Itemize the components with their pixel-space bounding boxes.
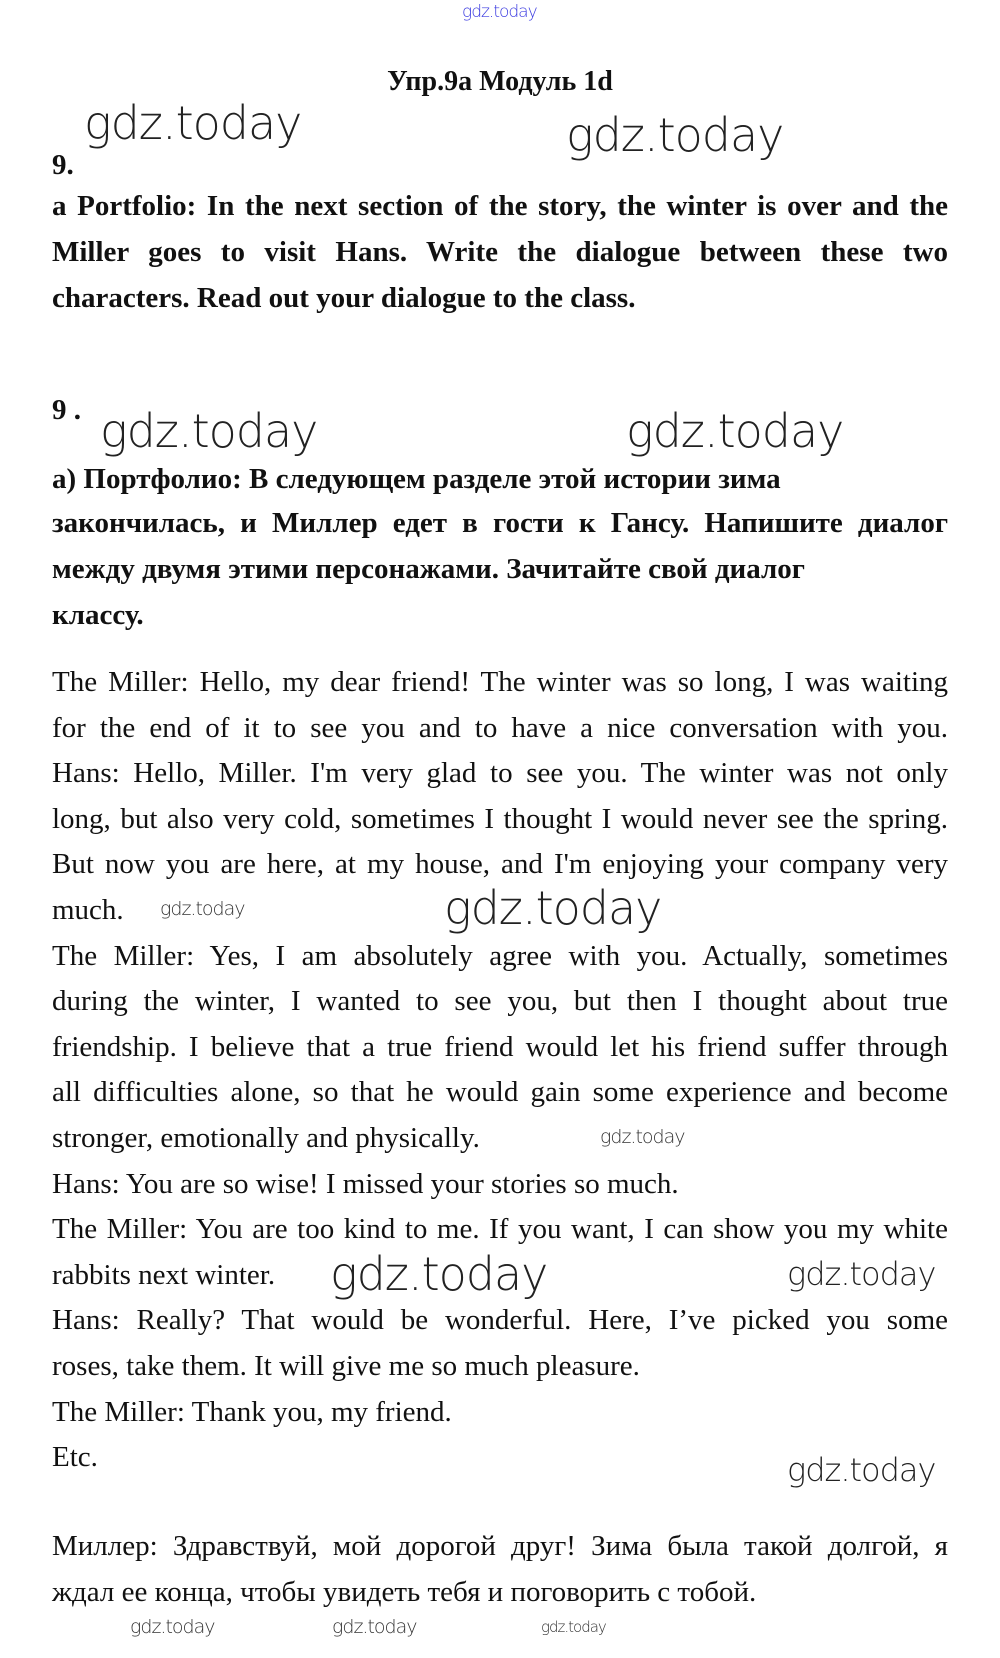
dialogue-line: ждал ее конца, чтобы увидеть тебя и поговорить с тобой. — [52, 1576, 757, 1608]
dialogue-line: The Miller: You are too kind to me. If you want, I can show you my white — [52, 1213, 948, 1246]
watermark: gdz.today — [787, 1451, 936, 1489]
dialogue-line: friendship. I believe that a true friend would let his friend suffer through — [52, 1030, 948, 1063]
task-line: Miller goes to visit Hans. Write the dialogue between these two — [52, 236, 948, 268]
dialogue-line: Миллер: Здравствуй, мой дорогой друг! Зима была такой долгой, я — [52, 1530, 948, 1562]
dialogue-line: Hans: You are so wise! I missed your stories so much. — [52, 1167, 679, 1200]
task-number-ru: 9 . — [52, 394, 81, 426]
watermark: gdz.today — [84, 96, 302, 150]
dialogue-line: The Miller: Hello, my dear friend! The winter was so long, I was waiting — [52, 666, 948, 698]
dialogue-line: roses, take them. It will give me so much pleasure. — [52, 1350, 640, 1382]
dialogue-line: for the end of it to see you and to have a nice conversation with you. — [52, 711, 948, 744]
dialogue-line: stronger, emotionally and physically. — [52, 1122, 480, 1154]
task-line: а) Портфолио: В следующем разделе этой истории зима — [52, 463, 781, 495]
dialogue-line: much. — [52, 894, 124, 926]
watermark: gdz.today — [600, 1126, 685, 1148]
dialogue-line: Hans: Really? That would be wonderful. Here, I’ve picked you some — [52, 1304, 948, 1337]
task-line: закончилась, и Миллер едет в гости к Гансу. Напишите диалог — [52, 507, 948, 539]
watermark: gdz.today — [130, 1616, 215, 1638]
task-line: a Portfolio: In the next section of the story, the winter is over and the — [52, 190, 948, 222]
dialogue-line: But now you are here, at my house, and I'm enjoying your company very — [52, 848, 948, 881]
dialogue-line: Hans: Hello, Miller. I'm very glad to see you. The winter was not only — [52, 757, 948, 790]
dialogue-line: long, but also very cold, sometimes I thought I would never see the spring. — [52, 802, 948, 835]
task-number-en: 9. — [52, 149, 74, 181]
watermark: gdz.today — [100, 404, 318, 458]
watermark: gdz.today — [566, 108, 784, 162]
page-title: Упр.9а Модуль 1d — [387, 66, 613, 97]
watermark: gdz.today — [330, 1247, 548, 1301]
watermark: gdz.today — [787, 1255, 936, 1293]
dialogue-line: during the winter, I wanted to see you, but then I thought about true — [52, 985, 948, 1018]
dialogue-line: rabbits next winter. — [52, 1258, 276, 1291]
watermark: gdz.today — [626, 404, 844, 458]
dialogue-line: Etc. — [52, 1441, 98, 1474]
watermark: gdz.today — [160, 898, 245, 920]
watermark: gdz.today — [332, 1616, 417, 1638]
task-line: классу. — [52, 599, 144, 631]
task-line: characters. Read out your dialogue to the class. — [52, 282, 636, 314]
task-line: между двумя этими персонажами. Зачитайте свой диалог — [52, 553, 805, 585]
dialogue-line: The Miller: Yes, I am absolutely agree with you. Actually, sometimes — [52, 939, 948, 972]
watermark: gdz.today — [444, 881, 662, 935]
dialogue-line: The Miller: Thank you, my friend. — [52, 1395, 452, 1428]
watermark[interactable]: gdz.today — [462, 2, 537, 22]
dialogue-line: all difficulties alone, so that he would gain some experience and become — [52, 1076, 948, 1109]
watermark: gdz.today — [541, 1618, 606, 1636]
